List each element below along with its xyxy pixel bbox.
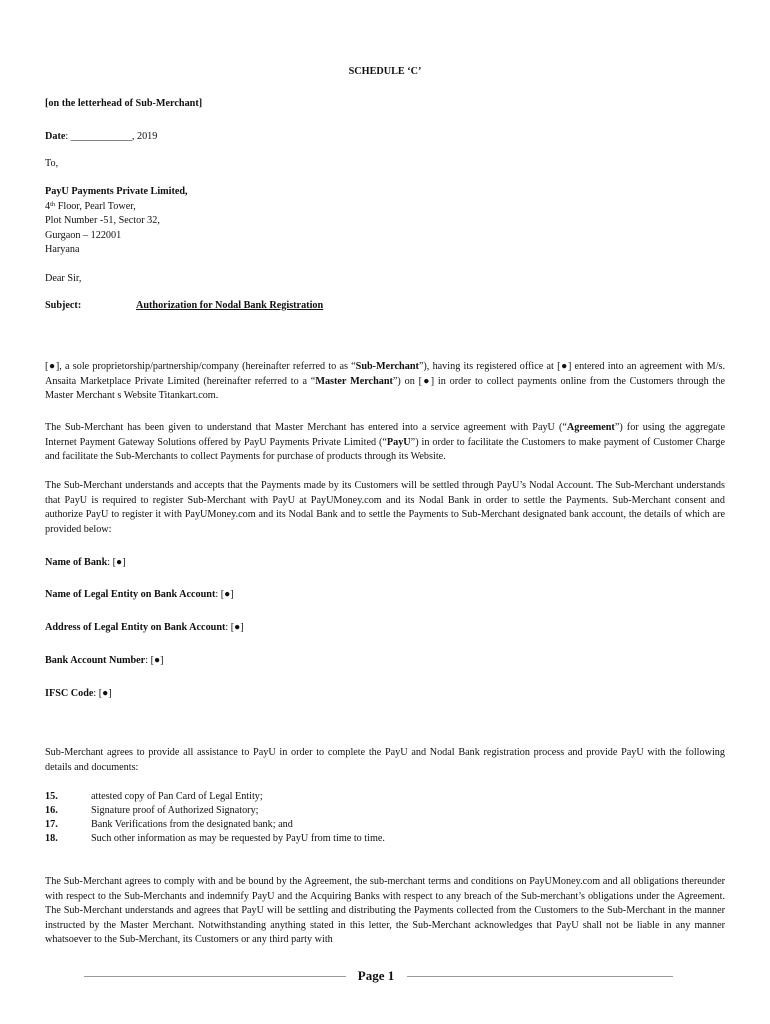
para1-text-1: [●], a sole proprietorship/partnership/company (hereinafter referred to as “ [45,361,356,372]
list-number: 18. [45,833,58,844]
field-label: Address of Legal Entity on Bank Account [45,622,226,633]
recipient-address [45,185,725,258]
field-account-number [45,654,725,669]
para2-text-3: ”) in order to facilitate the Customers to make payment of Customer Charge and facilitate the Sub-Merchants to collect Payments for purchase of products through its Website. [45,436,725,463]
salutation: Dear Sir, [45,273,82,284]
list-text: attested copy of Pan Card of Legal Entity; [91,791,263,802]
list-text: Bank Verifications from the designated bank; and [91,819,293,830]
paragraph-assistance: Sub-Merchant agrees to provide all assistance to PayU in order to complete the PayU and Nodal Bank registration process and provide PayU with the following details and documents: [45,747,725,773]
field-value: : [●] [225,622,244,633]
list-number: 15. [45,791,58,802]
field-label: IFSC Code [45,688,94,699]
recipient-state: Haryana [45,244,80,256]
floor-number: 4 [45,200,51,212]
field-label: Name of Legal Entity on Bank Account [45,589,216,600]
recipient-city: Gurgaon – 122001 [45,229,122,241]
paragraph-agreement [45,421,725,465]
field-name-of-bank [45,556,725,571]
footer-rule-right [407,976,673,977]
list-number: 17. [45,819,58,830]
field-value: : [●] [215,589,234,600]
master-merchant-term: Master Merchant [315,375,393,387]
date-line [45,130,725,145]
to-line: To, [45,158,59,169]
field-value: : [●] [93,688,112,699]
list-text: Such other information as may be requested by PayU from time to time. [91,833,385,844]
field-value: : [●] [145,655,164,666]
paragraph-nodal-account: The Sub-Merchant understands and accepts that the Payments made by its Customers will be settled through PayU’s Nodal Account. The Sub-Merchant understands that PayU is required to register Sub-Merchant with PayU at PayUMoney.com and its Nodal Bank in order to settle the Payments. Sub-Merchant consent and authorize PayU to register it with PayUMoney.com and its Nodal Bank and to settle the Payments to Sub-Merchant designated bank account, the details of which are provided below: [45,480,725,535]
subject-text: Authorization for Nodal Bank Registration [136,300,324,311]
footer-rule-left [84,976,346,977]
field-label: Bank Account Number [45,655,146,666]
floor-rest: Floor, Pearl Tower, [55,200,136,212]
payu-term: PayU [386,436,411,448]
para2-text-1: The Sub-Merchant has been given to understand that Master Merchant has entered into a service agreement with PayU (“ [45,422,567,433]
schedule-title: SCHEDULE ‘C’ [348,66,422,77]
recipient-name: PayU Payments Private Limited, [45,186,188,197]
page-number: Page 1 [357,968,395,983]
para2-text-2: ”) for using the aggregate Internet Payment Gateway Solutions offered by PayU Payments Private Limited (“ [45,422,725,448]
list-text: Signature proof of Authorized Signatory; [91,805,259,816]
paragraph-sub-merchant-intro [45,360,725,404]
paragraph-compliance: The Sub-Merchant agrees to comply with and be bound by the Agreement, the sub-merchant terms and conditions on PayUMoney.com and all obligations thereunder with respect to the Sub-Merchants and indemnify PayU and the Acquiring Banks with respect to any breach of the Sub-merchant’s obligations under the Agreement. The Sub-Merchant understands and agrees that PayU will be settling and distributing the Payments collected from the Customers to the Sub-Merchant in the manner instructed by the Master Merchant. Notwithstanding anything stated in this letter, the Sub-Merchant acknowledges that PayU shall not be liable in any manner whatsoever to the Sub-Merchant, its Customers or any third party with [45,876,725,946]
para1-text-3: ”) on [●] in order to collect payments online from the Customers through the Master Merchant s Website Titankart.com. [45,375,725,402]
date-value: : ____________, 2019 [65,131,158,142]
field-legal-entity-address [45,621,725,636]
recipient-floor [45,200,725,215]
sub-merchant-term: Sub-Merchant [355,361,419,372]
para1-text-2: ”), having its registered office at [●] entered into an agreement with M/s. Ansaita Marketplace Private Limited (hereinafter referred to a “ [45,361,725,387]
field-legal-entity-name [45,588,725,603]
field-label: Name of Bank [45,557,108,568]
field-value: : [●] [107,557,126,568]
recipient-plot: Plot Number -51, Sector 32, [45,215,160,227]
agreement-term: Agreement [566,422,615,433]
letterhead-note: [on the letterhead of Sub-Merchant] [45,98,203,109]
list-number: 16. [45,805,58,816]
field-ifsc-code [45,687,725,702]
date-label: Date [45,131,66,142]
subject-label: Subject: [45,300,82,311]
floor-suffix: th [50,200,56,208]
